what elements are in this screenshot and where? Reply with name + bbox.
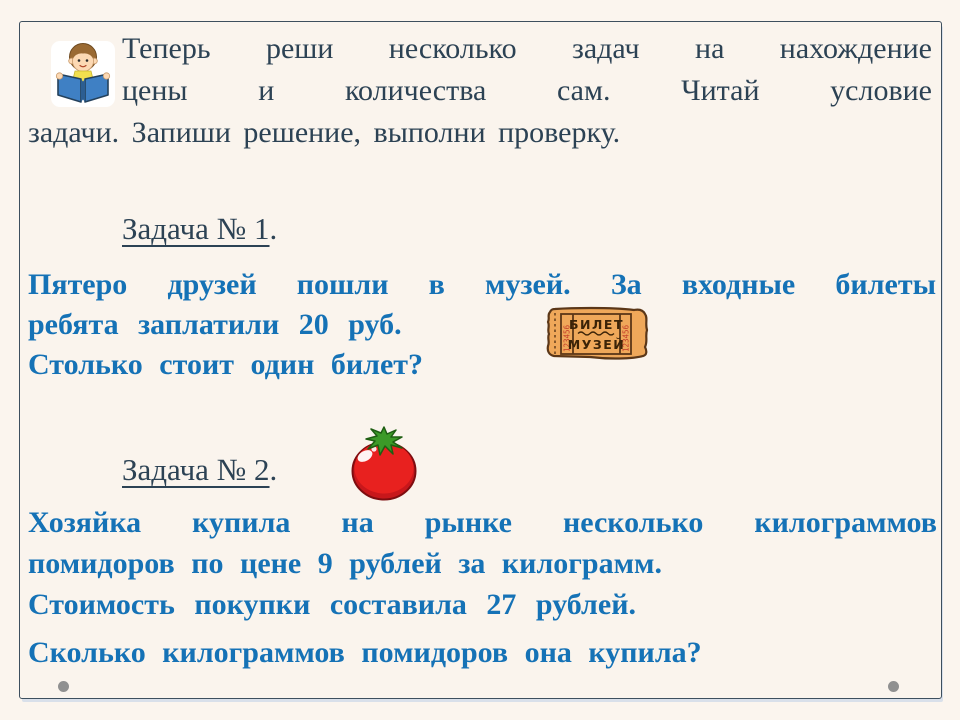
- tomato-body: [355, 443, 414, 494]
- task2-title-period: .: [269, 452, 278, 487]
- task1-line-3: Столько стоит один билет?: [28, 348, 424, 381]
- intro-line-1: Теперь реши несколько задач на нахождение: [122, 32, 932, 65]
- ticket-serial-right: 123456: [621, 324, 631, 352]
- book-spine: [81, 79, 85, 102]
- task2-line-4: Сколько килограммов помидоров она купила?: [28, 636, 702, 669]
- boy-hand-left: [56, 73, 62, 79]
- task1-line-2: ребята заплатили 20 руб.: [28, 308, 402, 341]
- reading-boy-icon: [50, 40, 116, 108]
- task1-title: [122, 209, 277, 249]
- task2-title-text: Задача № 2: [122, 452, 270, 487]
- task1-title-period: .: [269, 211, 278, 246]
- museum-ticket-icon: [540, 304, 654, 364]
- ticket-serial-left: 123456: [562, 324, 572, 352]
- intro-line-2: цены и количества сам. Читай условие: [122, 74, 932, 107]
- boy-eye-left: [78, 59, 81, 62]
- task2-line-1: Хозяйка купила на рынке несколько килограммов: [28, 506, 937, 539]
- task1-title-text: Задача № 1: [122, 211, 270, 246]
- ticket-word-bilet: БИЛЕТ: [569, 317, 624, 332]
- footer-dot-right: [888, 681, 899, 692]
- task2-title: [122, 450, 277, 490]
- boy-hand-right: [103, 73, 109, 79]
- task2-line-2: помидоров по цене 9 рублей за килограмм.: [28, 547, 662, 580]
- tomato-icon: [348, 424, 420, 502]
- intro-line-3: задачи. Запиши решение, выполни проверку.: [28, 116, 621, 149]
- boy-eye-right: [86, 59, 89, 62]
- ticket-word-muzey: МУЗЕЙ: [567, 337, 626, 352]
- footer-dot-left: [58, 681, 69, 692]
- task1-line-1: Пятеро друзей пошли в музей. За входные билеты: [28, 268, 936, 301]
- task2-line-3: Стоимость покупки составила 27 рублей.: [28, 588, 636, 621]
